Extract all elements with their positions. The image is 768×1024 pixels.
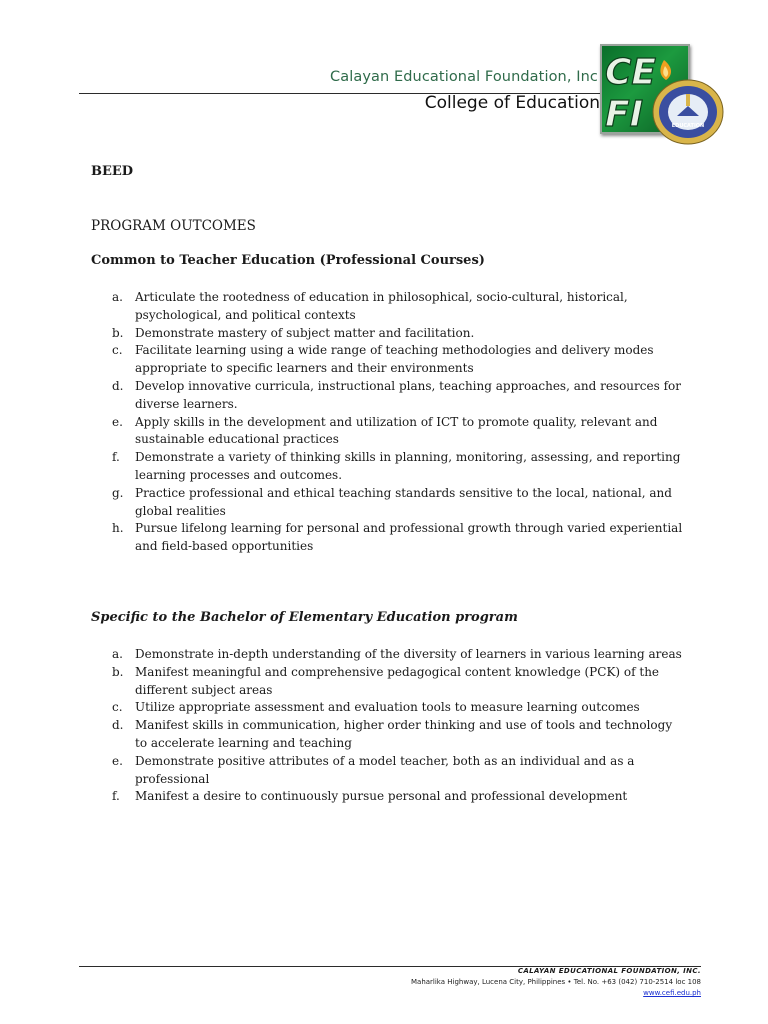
- list-item: [95, 699, 685, 717]
- list-item: [95, 646, 685, 664]
- list-item-text: Demonstrate positive attributes of a model teacher, both as an individual and as a professional: [135, 753, 635, 786]
- list-item-text: Utilize appropriate assessment and evaluation tools to measure learning outcomes: [135, 700, 640, 715]
- list-item-letter: b.: [112, 325, 124, 340]
- footer-address: Maharlika Highway, Lucena City, Philippines • Tel. No. +63 (042) 710-2514 loc 108: [410, 978, 701, 986]
- list-item-letter: h.: [112, 521, 124, 536]
- list-item-letter: b.: [112, 664, 124, 679]
- seal-torch: [686, 94, 690, 106]
- list-item: [95, 342, 685, 378]
- footer-org-name: CALAYAN EDUCATIONAL FOUNDATION, INC.: [517, 967, 701, 975]
- list-item-text: Manifest a desire to continuously pursue personal and professional development: [135, 789, 628, 804]
- list-item: [95, 753, 685, 789]
- education-seal-icon: [651, 78, 725, 146]
- cefi-logo-letters-top: CE: [605, 52, 657, 93]
- education-seal-logo: [651, 78, 725, 146]
- list-item-text: Develop innovative curricula, instructional plans, teaching approaches, and resources for diverse learners.: [135, 378, 681, 411]
- list-item-letter: a.: [112, 290, 123, 304]
- cefi-logo-letters-bottom: FI: [605, 94, 643, 132]
- list-item-text: Demonstrate mastery of subject matter and facilitation.: [135, 325, 475, 340]
- list-item: [95, 717, 685, 753]
- list-item-text: Practice professional and ethical teaching standards sensitive to the local, national, and global realities: [135, 485, 672, 518]
- list-item-letter: f.: [112, 789, 120, 804]
- list-item-text: Apply skills in the development and utilization of ICT to promote quality, relevant and sustainable educational practices: [135, 414, 658, 447]
- list-item: [95, 788, 685, 806]
- list-item-text: Demonstrate in-depth understanding of the diversity of learners in various learning areas: [135, 647, 682, 661]
- list-item: [95, 485, 685, 521]
- list-item: [95, 378, 685, 414]
- program-outcomes-heading: PROGRAM OUTCOMES: [91, 218, 256, 234]
- list-item-text: Facilitate learning using a wide range of teaching methodologies and delivery modes appropriate to specific learners and their environments: [135, 343, 654, 376]
- section-title-common: Common to Teacher Education (Professional Courses): [91, 253, 485, 268]
- list-item-letter: d.: [112, 378, 124, 393]
- list-item-letter: e.: [112, 414, 123, 429]
- list-item-text: Manifest meaningful and comprehensive pedagogical content knowledge (PCK) of the different subject areas: [135, 664, 660, 697]
- list-item-letter: d.: [112, 718, 124, 733]
- list-item-letter: e.: [112, 753, 123, 768]
- program-title: BEED: [91, 164, 134, 179]
- list-item: [95, 325, 685, 343]
- list-item-letter: c.: [112, 700, 123, 715]
- list-item-text: Articulate the rootedness of education in philosophical, socio-cultural, historical, psychological, and political contexts: [135, 290, 628, 322]
- header-college-name: College of Education: [424, 93, 600, 113]
- list-item-text: Manifest skills in communication, higher order thinking and use of tools and technology to accelerate learning and teaching: [135, 718, 673, 750]
- list-item-text: Demonstrate a variety of thinking skills in planning, monitoring, assessing, and reporting learning processes and outcomes.: [135, 450, 681, 482]
- list-item: [95, 520, 685, 556]
- header-org-name: Calayan Educational Foundation, Inc: [330, 69, 598, 85]
- list-item: [95, 414, 685, 450]
- seal-label: EDUCATION: [671, 123, 705, 129]
- list-item: [95, 664, 685, 700]
- list-item: [95, 449, 685, 485]
- list-item-letter: f.: [112, 450, 120, 465]
- section-title-specific: Specific to the Bachelor of Elementary Education program: [91, 610, 518, 625]
- list-item-text: Pursue lifelong learning for personal and professional growth through varied experiential and field-based opportunities: [135, 521, 683, 554]
- outcomes-list-common: [95, 289, 685, 556]
- footer-website-link[interactable]: www.cefi.edu.ph: [643, 989, 701, 997]
- list-item-letter: g.: [112, 485, 124, 500]
- outcomes-list-specific: [95, 646, 685, 806]
- list-item: [95, 289, 685, 325]
- list-item-letter: a.: [112, 647, 123, 661]
- list-item-letter: c.: [112, 343, 123, 358]
